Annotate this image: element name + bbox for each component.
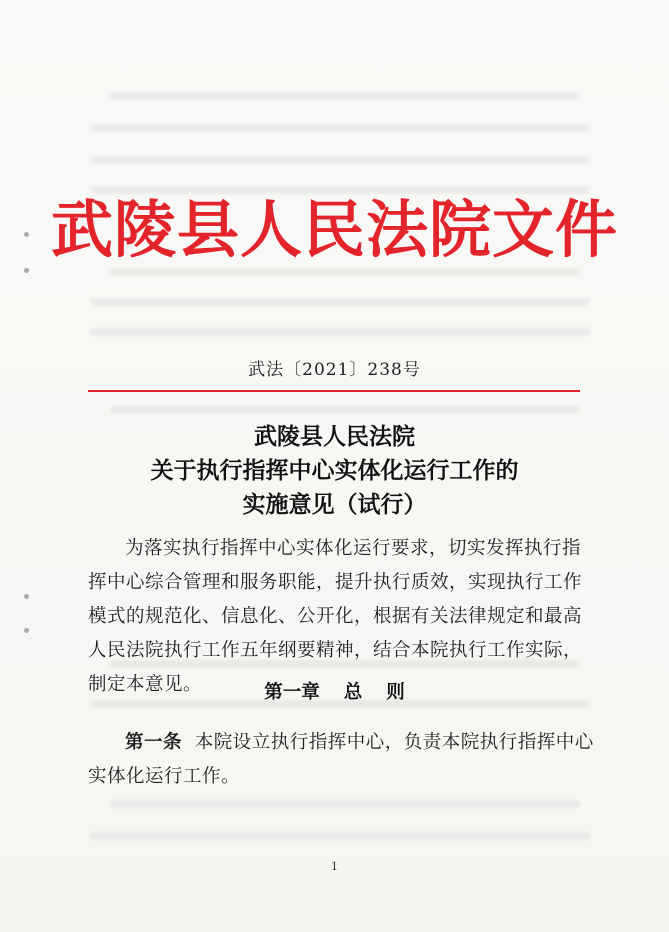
red-divider-line xyxy=(88,390,580,392)
article-1-text: 本院设立执行指挥中心，负责本院执行指挥中心实体化运行工作。 xyxy=(88,732,594,787)
document-number: 武法〔2021〕238号 xyxy=(248,360,421,380)
bleed-through-line xyxy=(110,406,580,414)
chapter-name-part-1: 总 xyxy=(343,682,363,703)
bleed-through-line xyxy=(90,328,590,336)
bleed-through-line xyxy=(90,156,590,164)
page-number: 1 xyxy=(331,860,338,873)
bleed-through-line xyxy=(90,298,590,306)
article-1-paragraph xyxy=(88,726,596,794)
binding-hole-mark xyxy=(24,628,29,633)
chapter-name-part-2: 则 xyxy=(386,682,405,703)
title-line-3: 实施意见（试行） xyxy=(242,492,427,518)
intro-paragraph: 为落实执行指挥中心实体化运行要求，切实发挥执行指挥中心综合管理和服务职能，提升执行质效，实现执行工作模式的规范化、信息化、公开化，根据有关法律规定和最高人民法院执行工作五年纲要精神，结合本院执行工作实际，制定本意见。 xyxy=(88,538,583,695)
title-line-1: 武陵县人民法院 xyxy=(254,424,415,450)
title-line-2: 关于执行指挥中心实体化运行工作的 xyxy=(150,458,519,484)
chapter-number: 第一章 xyxy=(264,682,320,703)
bleed-through-line xyxy=(90,124,590,132)
document-title xyxy=(0,420,669,522)
issuer-header-title: 武陵县人民法院文件 xyxy=(50,193,618,266)
bleed-through-line xyxy=(90,832,590,840)
bleed-through-line xyxy=(110,92,580,100)
article-1-label: 第一条 xyxy=(125,732,183,753)
chapter-heading xyxy=(0,678,669,704)
bleed-through-line xyxy=(110,800,580,808)
binding-hole-mark xyxy=(24,594,29,599)
